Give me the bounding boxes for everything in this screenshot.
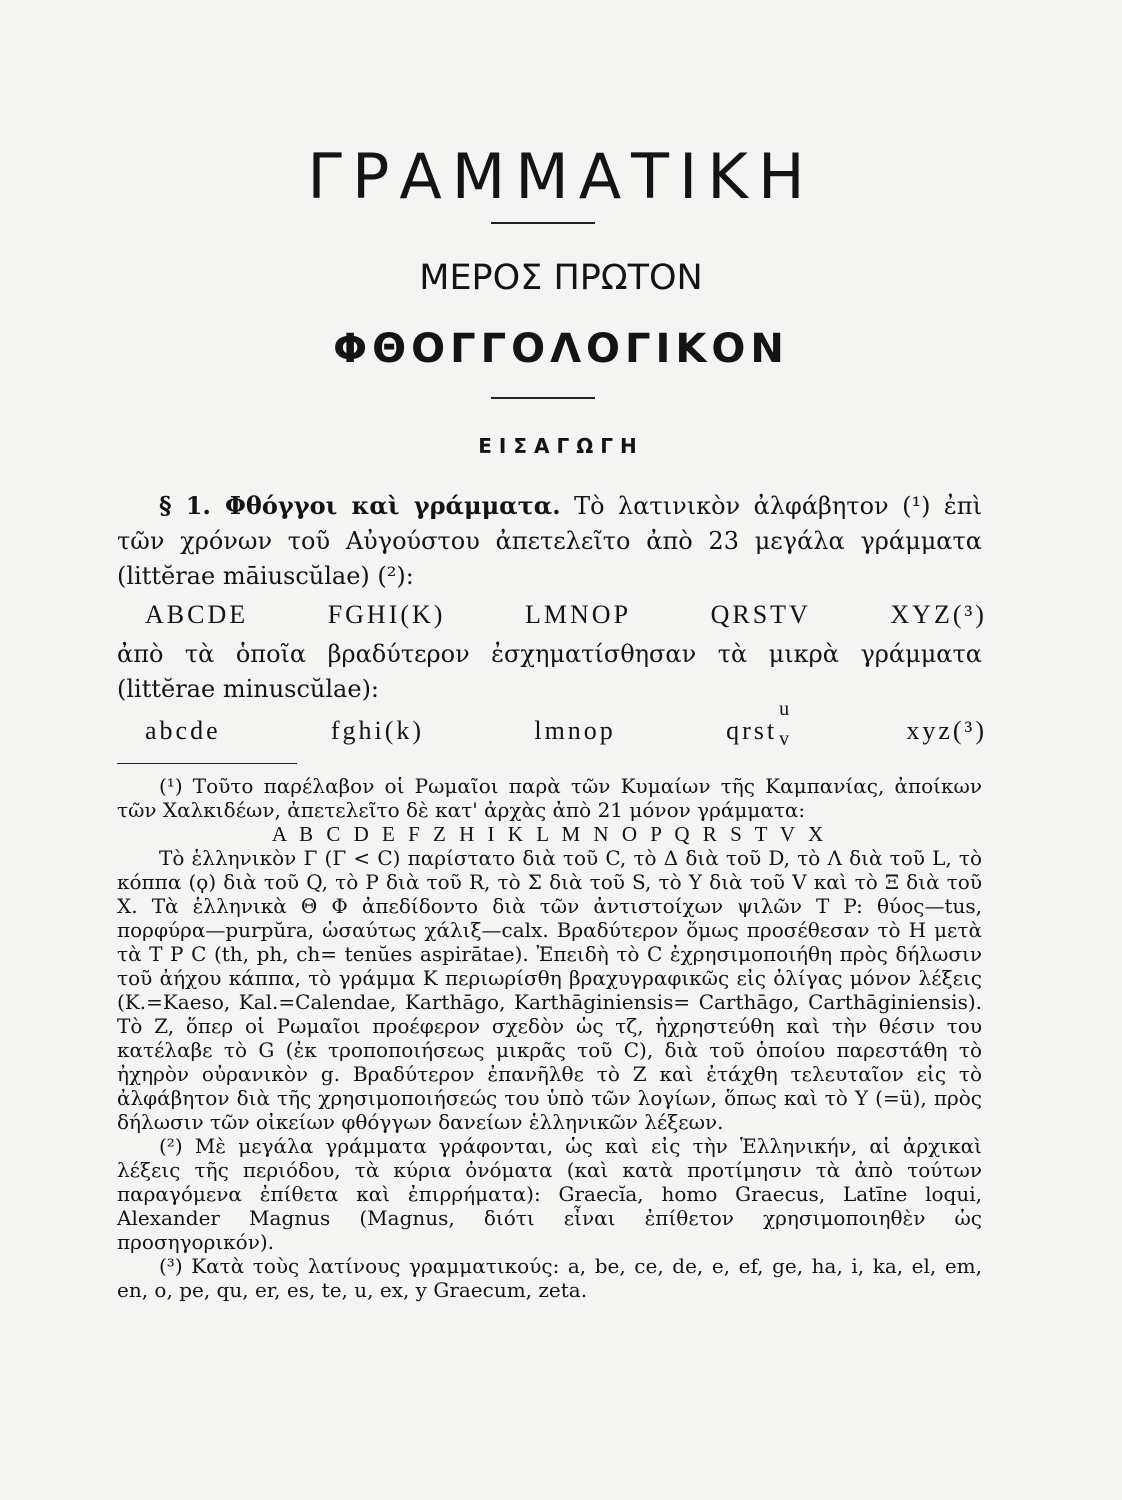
paragraph-minuscule: ἀπὸ τὰ ὁποῖα βραδύτερον ἐσχηματίσθησαν τὰ μικρὰ γράμματα (littĕrae minuscŭlae): bbox=[117, 640, 982, 703]
alphabet-group: LMNOP bbox=[525, 600, 632, 629]
alphabet-group: xyz(³) bbox=[906, 716, 987, 745]
divider-top bbox=[491, 222, 595, 224]
paragraph-text-1: Τὸ λατινικὸν ἀλφάβητον (¹) ἐπὶ τῶν χρόνων τοῦ Αὐγούστου ἀπετελεῖτο ἀπὸ 23 μεγάλα γράμματα (littĕrae māiuscŭlae) (²): bbox=[117, 492, 982, 590]
footnote-divider bbox=[117, 763, 297, 764]
footnote-1-alphabet: A B C D E F Z H I K L M N O P Q R S T V X bbox=[271, 822, 828, 846]
uv-bottom: v bbox=[779, 728, 793, 750]
alphabet-group: lmnop bbox=[534, 716, 616, 745]
footnote-1: (¹) Τοῦτο παρέλαβον οἱ Ρωμαῖοι παρὰ τῶν Κυμαίων τῆς Καμπανίας, ἀποίκων τῶν Χαλκιδέων, ἀπετελεῖτο δὲ κατ' ἀρχὰς ἀπὸ 21 μόνον γράμματα: bbox=[117, 774, 982, 822]
alphabet-group: ABCDE bbox=[145, 600, 249, 629]
alphabet-group: XYZ(³) bbox=[890, 600, 987, 629]
footnote-2: (²) Μὲ μεγάλα γράμματα γράφονται, ὡς καὶ εἰς τὴν Ἑλληνικήν, αἱ ἀρχικαὶ λέξεις τῆς περιόδου, τὰ κύρια ὀνόματα (καὶ κατὰ προτίμησιν τὰ ἀπὸ τούτων παραγόμενα ἐπίθετα καὶ ἐπιρρήματα): Graecĭa, homo Graecus, Latīne loqui, Alexander Magnus (Magnus, διότι εἶναι ἐπίθετον χρησιμοποιηθὲν ὡς προσηγορικόν). bbox=[117, 1134, 982, 1254]
alphabet-group: abcde bbox=[145, 716, 221, 745]
page-title: ΓΡΑΜΜΑΤΙΚΗ bbox=[307, 140, 815, 213]
lowercase-alphabet bbox=[117, 698, 987, 750]
footnotes bbox=[117, 774, 982, 1302]
uppercase-alphabet bbox=[117, 600, 987, 630]
alphabet-group: FGHI(K) bbox=[327, 600, 446, 629]
alphabet-group: qrst bbox=[726, 716, 778, 745]
part-heading: ΜΕΡΟΣ ΠΡΩΤΟΝ bbox=[419, 258, 703, 298]
uv-stack bbox=[777, 698, 796, 750]
section-label: § 1. Φθόγγοι καὶ γράμματα. bbox=[159, 491, 561, 520]
footnote-1-continued: Τὸ ἑλληνικὸν Γ (Γ < C) παρίστατο διὰ τοῦ C, τὸ Δ διὰ τοῦ D, τὸ Λ διὰ τοῦ L, τὸ κόππα (ϙ) διὰ τοῦ Q, τὸ Ρ διὰ τοῦ R, τὸ Σ διὰ τοῦ S, τὸ Υ διὰ τοῦ V καὶ τὸ Ξ διὰ τοῦ X. Τὰ ἑλληνικὰ Θ Φ ἀπεδίδοντο διὰ τῶν ἀντιστοίχων ψιλῶν T P: θύος—tus, πορφύρα—purpŭra, ὡσαύτως χάλιξ—calx. Βραδύτερον ὅμως προσέθεσαν τὸ H μετὰ τὰ T P C (th, ph, ch= tenŭes aspirātae). Ἐπειδὴ τὸ C ἐχρησιμοποιήθη πρὸς δήλωσιν τοῦ ἀήχου κάππα, τὸ γράμμα K περιωρίσθη βραχυγραφικῶς εἰς ὀλίγας μόνον λέξεις (K.=Kaeso, Kal.=Calendae, Karthāgo, Karthāginiensis= Carthāgo, Carthāginiensis). Τὸ Z, ὅπερ οἱ Ρωμαῖοι προέφερον σχεδὸν ὡς τζ, ἠχρηστεύθη καὶ τὴν θέσιν του κατέλαβε τὸ G (ἐκ τροποποιήσεως μικρᾶς τοῦ C), διὰ τοῦ ὁποίου παρεστάθη τὸ ἠχηρὸν οὐρανικὸν g. Βραδύτερον ἐπανῆλθε τὸ Z καὶ ἐτάχθη τελευταῖον εἰς τὸ ἀλφάβητον διὰ τῆς χρησιμοποιήσεώς του ὑπὸ τῶν λογίων, ὅπως καὶ τὸ Y (=ü), πρὸς δήλωσιν τῶν οἰκείων φθόγγων δανείων ἑλληνικῶν λέξεων. bbox=[117, 846, 982, 1134]
uv-top: u bbox=[779, 698, 793, 720]
section-heading: ΕΙΣΑΓΩΓΗ bbox=[478, 434, 644, 458]
divider-bottom bbox=[491, 397, 595, 399]
alphabet-group: fghi(k) bbox=[330, 716, 425, 745]
footnote-3: (³) Κατὰ τοὺς λατίνους γραμματικούς: a, be, ce, de, e, ef, ge, ha, i, ka, el, em, en, o, pe, qu, er, es, te, u, ex, y Graecum, zeta. bbox=[117, 1254, 982, 1302]
alphabet-group-uv bbox=[726, 698, 796, 750]
paragraph-intro bbox=[117, 488, 982, 594]
part-subtitle: ΦΘΟΓΓΟΛΟΓΙΚΟΝ bbox=[333, 326, 789, 372]
alphabet-group: QRSTV bbox=[710, 600, 811, 629]
